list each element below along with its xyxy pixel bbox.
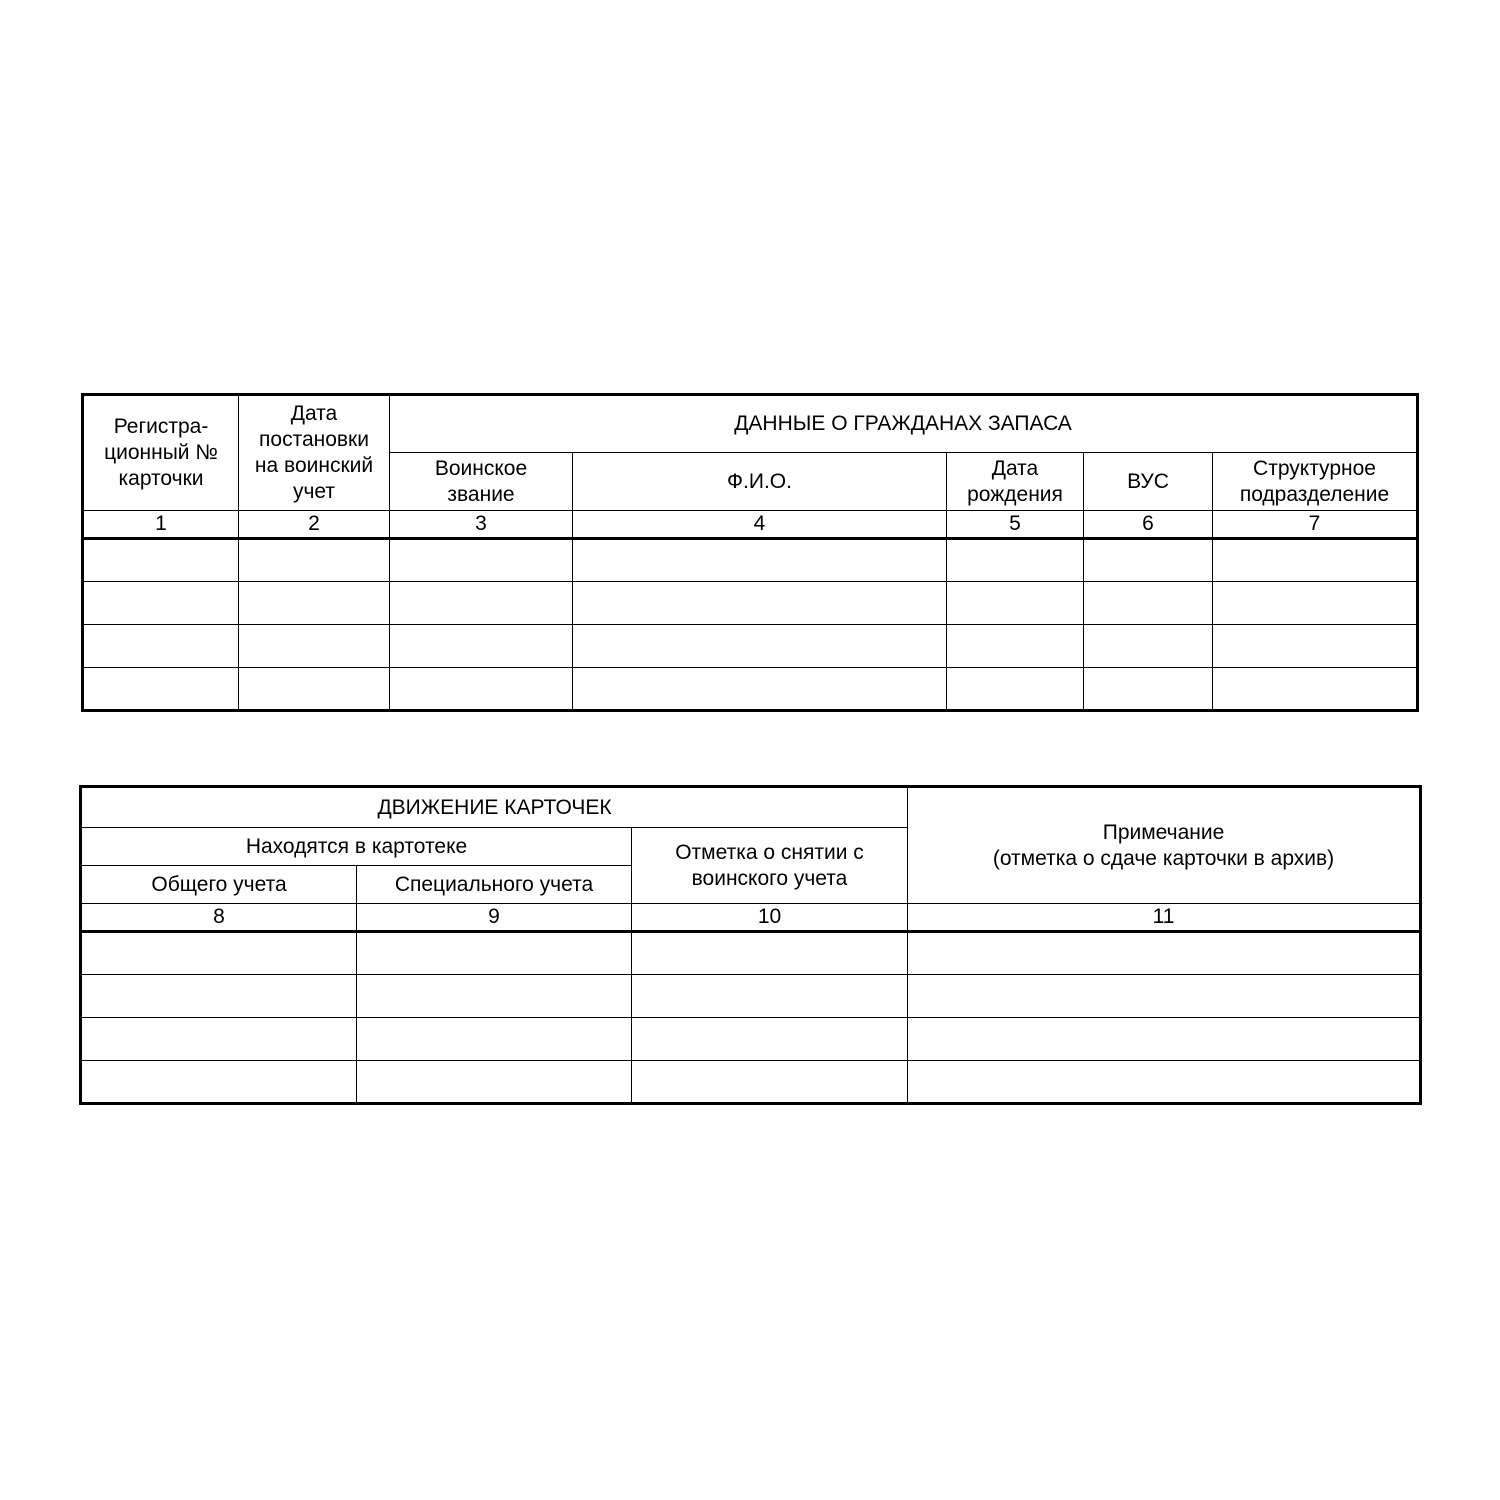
column-number: 8 — [81, 904, 357, 932]
header-removal-mark: Отметка о снятии с воинского учета — [632, 828, 908, 904]
empty-cell[interactable] — [357, 1061, 632, 1104]
empty-cell[interactable] — [81, 932, 357, 975]
empty-cell[interactable] — [81, 1018, 357, 1061]
empty-cell[interactable] — [357, 932, 632, 975]
empty-cell[interactable] — [1084, 539, 1213, 582]
column-number: 2 — [239, 511, 390, 539]
column-number: 10 — [632, 904, 908, 932]
table-row — [81, 1018, 1421, 1061]
empty-cell[interactable] — [1213, 668, 1418, 711]
header-general-registration: Общего учета — [81, 866, 357, 904]
empty-cell[interactable] — [239, 668, 390, 711]
empty-cell[interactable] — [83, 582, 239, 625]
column-number: 11 — [908, 904, 1421, 932]
empty-cell[interactable] — [239, 625, 390, 668]
table-row — [81, 932, 1421, 975]
empty-cell[interactable] — [632, 1018, 908, 1061]
citizens-reserve-table — [81, 393, 1419, 712]
empty-cell[interactable] — [632, 1061, 908, 1104]
empty-cell[interactable] — [390, 668, 573, 711]
header-note: Примечание (отметка о сдаче карточки в архив) — [908, 787, 1421, 904]
empty-cell[interactable] — [908, 932, 1421, 975]
column-number: 4 — [573, 511, 947, 539]
empty-cell[interactable] — [1084, 582, 1213, 625]
empty-cell[interactable] — [390, 582, 573, 625]
empty-cell[interactable] — [947, 668, 1084, 711]
empty-cell[interactable] — [947, 539, 1084, 582]
column-number: 1 — [83, 511, 239, 539]
header-reserve-citizens-data: ДАННЫЕ О ГРАЖДАНАХ ЗАПАСА — [390, 395, 1418, 453]
header-birth-date: Дата рождения — [947, 453, 1084, 511]
empty-cell[interactable] — [573, 625, 947, 668]
empty-cell[interactable] — [239, 582, 390, 625]
empty-cell[interactable] — [908, 975, 1421, 1018]
empty-cell[interactable] — [81, 1061, 357, 1104]
column-number: 6 — [1084, 511, 1213, 539]
header-card-movement: ДВИЖЕНИЕ КАРТОЧЕК — [81, 787, 908, 828]
empty-cell[interactable] — [390, 625, 573, 668]
column-number: 3 — [390, 511, 573, 539]
empty-cell[interactable] — [947, 582, 1084, 625]
empty-cell[interactable] — [390, 539, 573, 582]
table-row — [81, 1061, 1421, 1104]
empty-cell[interactable] — [83, 539, 239, 582]
empty-cell[interactable] — [632, 932, 908, 975]
empty-cell[interactable] — [573, 539, 947, 582]
column-number: 9 — [357, 904, 632, 932]
empty-cell[interactable] — [573, 668, 947, 711]
card-movement-table — [79, 785, 1422, 1105]
table-row — [81, 975, 1421, 1018]
empty-cell[interactable] — [357, 975, 632, 1018]
table-row — [83, 668, 1418, 711]
table-row — [83, 582, 1418, 625]
table-row — [83, 625, 1418, 668]
header-military-rank: Воинское звание — [390, 453, 573, 511]
empty-cell[interactable] — [908, 1061, 1421, 1104]
empty-cell[interactable] — [1213, 582, 1418, 625]
empty-cell[interactable] — [81, 975, 357, 1018]
empty-cell[interactable] — [83, 668, 239, 711]
empty-cell[interactable] — [239, 539, 390, 582]
empty-cell[interactable] — [83, 625, 239, 668]
empty-cell[interactable] — [1084, 625, 1213, 668]
empty-cell[interactable] — [1213, 539, 1418, 582]
empty-cell[interactable] — [632, 975, 908, 1018]
column-number: 7 — [1213, 511, 1418, 539]
empty-cell[interactable] — [1213, 625, 1418, 668]
column-number: 5 — [947, 511, 1084, 539]
empty-cell[interactable] — [947, 625, 1084, 668]
header-structural-unit: Структурное подразделение — [1213, 453, 1418, 511]
header-full-name: Ф.И.О. — [573, 453, 947, 511]
header-special-registration: Специального учета — [357, 866, 632, 904]
header-registration-date: Дата постановки на воинский учет — [239, 395, 390, 511]
header-in-card-file: Находятся в картотеке — [81, 828, 632, 866]
table-row — [83, 539, 1418, 582]
empty-cell[interactable] — [357, 1018, 632, 1061]
empty-cell[interactable] — [1084, 668, 1213, 711]
header-vus: ВУС — [1084, 453, 1213, 511]
empty-cell[interactable] — [908, 1018, 1421, 1061]
empty-cell[interactable] — [573, 582, 947, 625]
header-reg-number: Регистра- ционный № карточки — [83, 395, 239, 511]
